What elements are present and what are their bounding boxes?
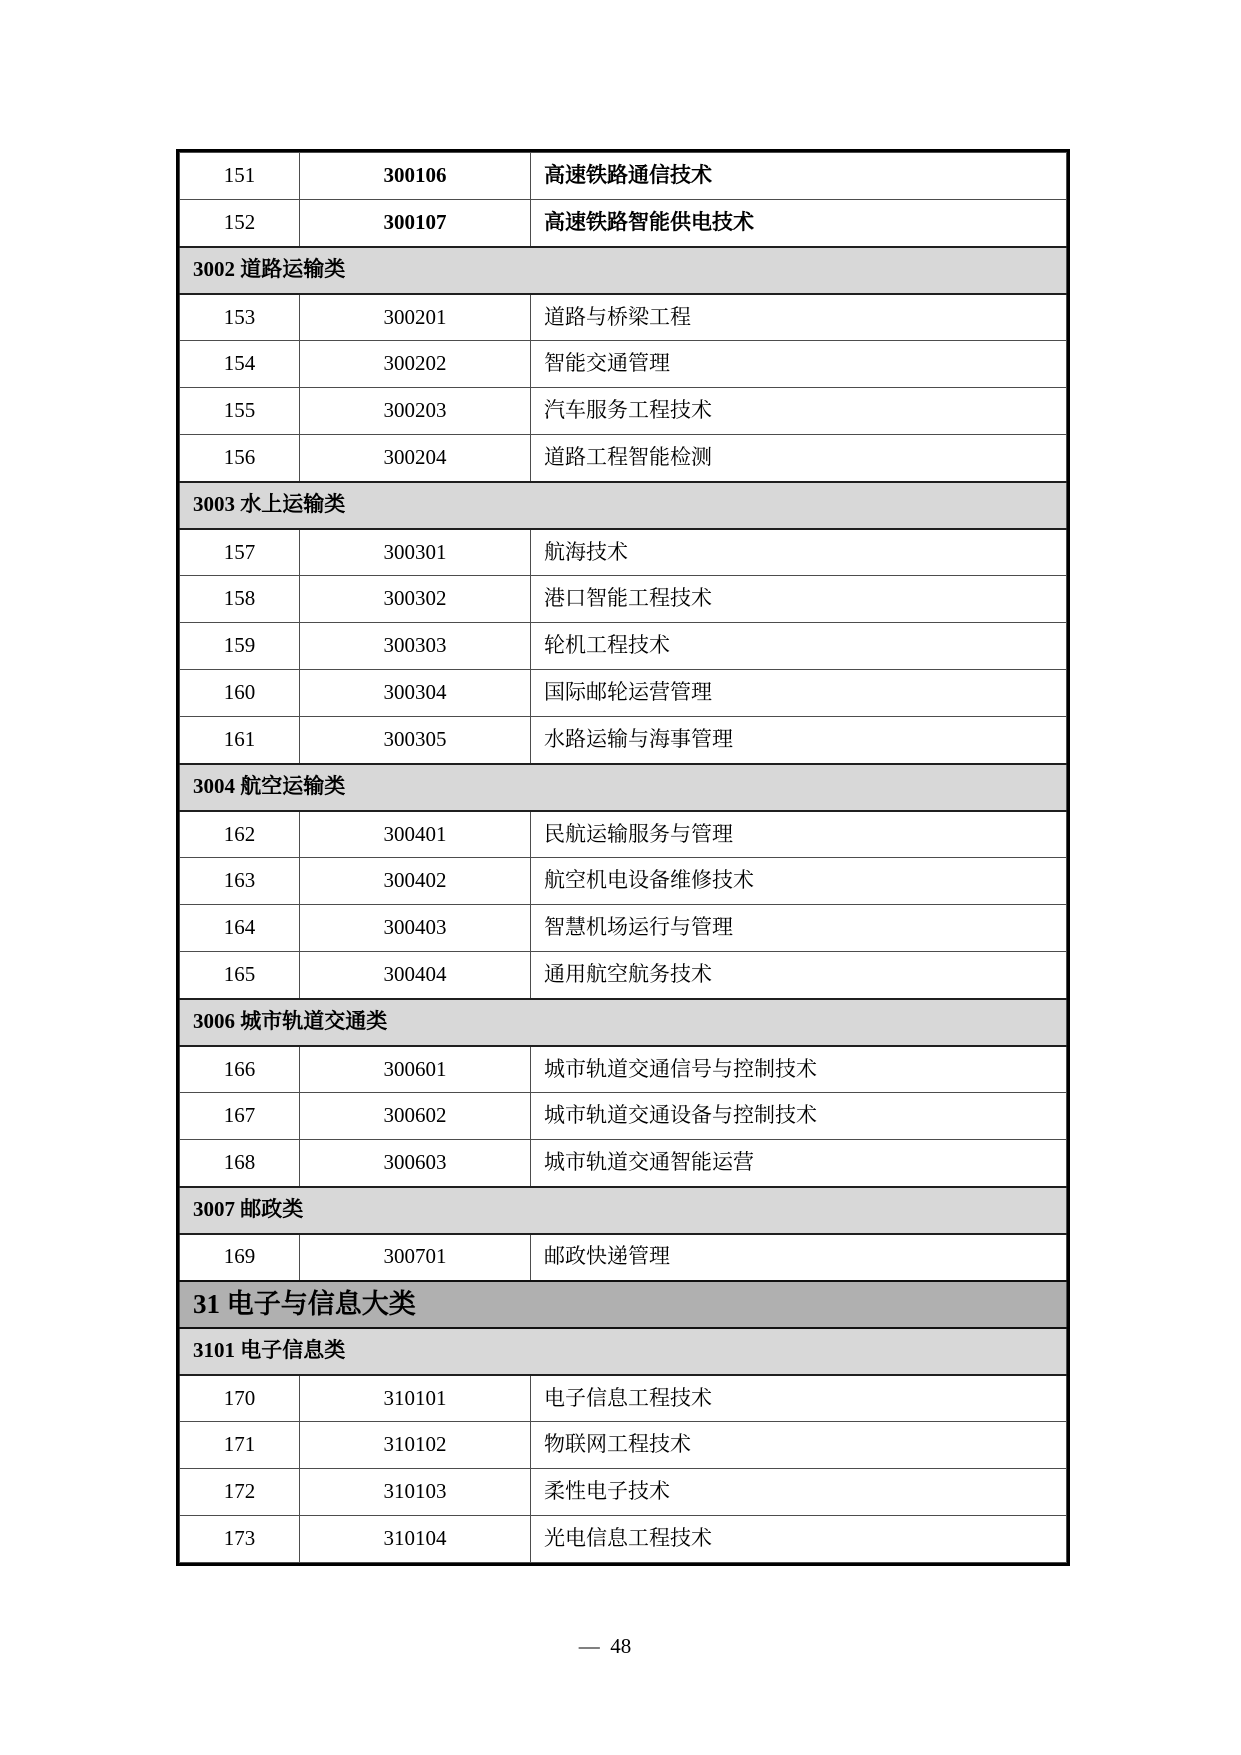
category-label: 3101 电子信息类 — [180, 1328, 1067, 1375]
code-cell: 300601 — [300, 1046, 531, 1093]
table-row — [180, 1375, 1067, 1422]
major-name-cell: 光电信息工程技术 — [531, 1516, 1067, 1563]
major-name-cell: 航空机电设备维修技术 — [531, 858, 1067, 905]
serial-cell: 173 — [180, 1516, 300, 1563]
serial-cell: 153 — [180, 294, 300, 341]
code-cell: 300107 — [300, 200, 531, 247]
code-cell: 310101 — [300, 1375, 531, 1422]
code-cell: 300602 — [300, 1093, 531, 1140]
serial-cell: 156 — [180, 435, 300, 482]
major-name-cell: 柔性电子技术 — [531, 1469, 1067, 1516]
major-name-cell: 城市轨道交通设备与控制技术 — [531, 1093, 1067, 1140]
table-row — [180, 1422, 1067, 1469]
table-row — [180, 388, 1067, 435]
code-cell: 300403 — [300, 905, 531, 952]
major-name-cell: 智慧机场运行与管理 — [531, 905, 1067, 952]
major-name-cell: 智能交通管理 — [531, 341, 1067, 388]
major-name-cell: 民航运输服务与管理 — [531, 811, 1067, 858]
category-header-row — [180, 764, 1067, 811]
major-name-cell: 轮机工程技术 — [531, 623, 1067, 670]
table-row — [180, 952, 1067, 999]
category-header-row — [180, 1328, 1067, 1375]
code-cell: 300204 — [300, 435, 531, 482]
code-cell: 300203 — [300, 388, 531, 435]
serial-cell: 159 — [180, 623, 300, 670]
code-cell: 300401 — [300, 811, 531, 858]
category-label: 3007 邮政类 — [180, 1187, 1067, 1234]
table-row — [180, 1140, 1067, 1187]
major-name-cell: 汽车服务工程技术 — [531, 388, 1067, 435]
serial-cell: 158 — [180, 576, 300, 623]
code-cell: 310103 — [300, 1469, 531, 1516]
serial-cell: 169 — [180, 1234, 300, 1281]
code-cell: 300301 — [300, 529, 531, 576]
category-label: 3003 水上运输类 — [180, 482, 1067, 529]
serial-cell: 167 — [180, 1093, 300, 1140]
table-row — [180, 435, 1067, 482]
major-name-cell: 港口智能工程技术 — [531, 576, 1067, 623]
table-row — [180, 1046, 1067, 1093]
table-row — [180, 576, 1067, 623]
division-label: 31 电子与信息大类 — [180, 1281, 1067, 1328]
table-row — [180, 717, 1067, 764]
code-cell: 300305 — [300, 717, 531, 764]
serial-cell: 164 — [180, 905, 300, 952]
table-row — [180, 858, 1067, 905]
major-name-cell: 城市轨道交通信号与控制技术 — [531, 1046, 1067, 1093]
major-name-cell: 国际邮轮运营管理 — [531, 670, 1067, 717]
code-cell: 300303 — [300, 623, 531, 670]
serial-cell: 165 — [180, 952, 300, 999]
major-name-cell: 电子信息工程技术 — [531, 1375, 1067, 1422]
category-header-row — [180, 247, 1067, 294]
majors-table — [179, 152, 1067, 1563]
serial-cell: 166 — [180, 1046, 300, 1093]
category-label: 3006 城市轨道交通类 — [180, 999, 1067, 1046]
serial-cell: 160 — [180, 670, 300, 717]
serial-cell: 161 — [180, 717, 300, 764]
table-row — [180, 1093, 1067, 1140]
category-header-row — [180, 1187, 1067, 1234]
serial-cell: 170 — [180, 1375, 300, 1422]
code-cell: 300701 — [300, 1234, 531, 1281]
table-row — [180, 623, 1067, 670]
serial-cell: 154 — [180, 341, 300, 388]
category-label: 3004 航空运输类 — [180, 764, 1067, 811]
table-row — [180, 153, 1067, 200]
serial-cell: 163 — [180, 858, 300, 905]
table-row — [180, 294, 1067, 341]
major-name-cell: 高速铁路通信技术 — [531, 153, 1067, 200]
table-row — [180, 1516, 1067, 1563]
serial-cell: 152 — [180, 200, 300, 247]
serial-cell: 172 — [180, 1469, 300, 1516]
page-number: — 48 — [578, 1634, 632, 1658]
serial-cell: 155 — [180, 388, 300, 435]
code-cell: 300201 — [300, 294, 531, 341]
code-cell: 300202 — [300, 341, 531, 388]
table-row — [180, 200, 1067, 247]
code-cell: 300404 — [300, 952, 531, 999]
serial-cell: 151 — [180, 153, 300, 200]
major-name-cell: 物联网工程技术 — [531, 1422, 1067, 1469]
table-row — [180, 670, 1067, 717]
majors-table-body — [180, 153, 1067, 1563]
code-cell: 300106 — [300, 153, 531, 200]
code-cell: 300302 — [300, 576, 531, 623]
table-row — [180, 905, 1067, 952]
major-name-cell: 水路运输与海事管理 — [531, 717, 1067, 764]
major-name-cell: 航海技术 — [531, 529, 1067, 576]
division-header-row — [180, 1281, 1067, 1328]
table-row — [180, 341, 1067, 388]
code-cell: 300304 — [300, 670, 531, 717]
major-name-cell: 城市轨道交通智能运营 — [531, 1140, 1067, 1187]
table-row — [180, 1234, 1067, 1281]
serial-cell: 157 — [180, 529, 300, 576]
table-row — [180, 529, 1067, 576]
category-label: 3002 道路运输类 — [180, 247, 1067, 294]
major-name-cell: 邮政快递管理 — [531, 1234, 1067, 1281]
category-header-row — [180, 999, 1067, 1046]
major-name-cell: 通用航空航务技术 — [531, 952, 1067, 999]
table-row — [180, 1469, 1067, 1516]
serial-cell: 162 — [180, 811, 300, 858]
serial-cell: 171 — [180, 1422, 300, 1469]
code-cell: 310102 — [300, 1422, 531, 1469]
code-cell: 300402 — [300, 858, 531, 905]
code-cell: 300603 — [300, 1140, 531, 1187]
table-row — [180, 811, 1067, 858]
category-header-row — [180, 482, 1067, 529]
major-name-cell: 高速铁路智能供电技术 — [531, 200, 1067, 247]
code-cell: 310104 — [300, 1516, 531, 1563]
majors-table-container — [176, 149, 1070, 1566]
major-name-cell: 道路与桥梁工程 — [531, 294, 1067, 341]
serial-cell: 168 — [180, 1140, 300, 1187]
major-name-cell: 道路工程智能检测 — [531, 435, 1067, 482]
